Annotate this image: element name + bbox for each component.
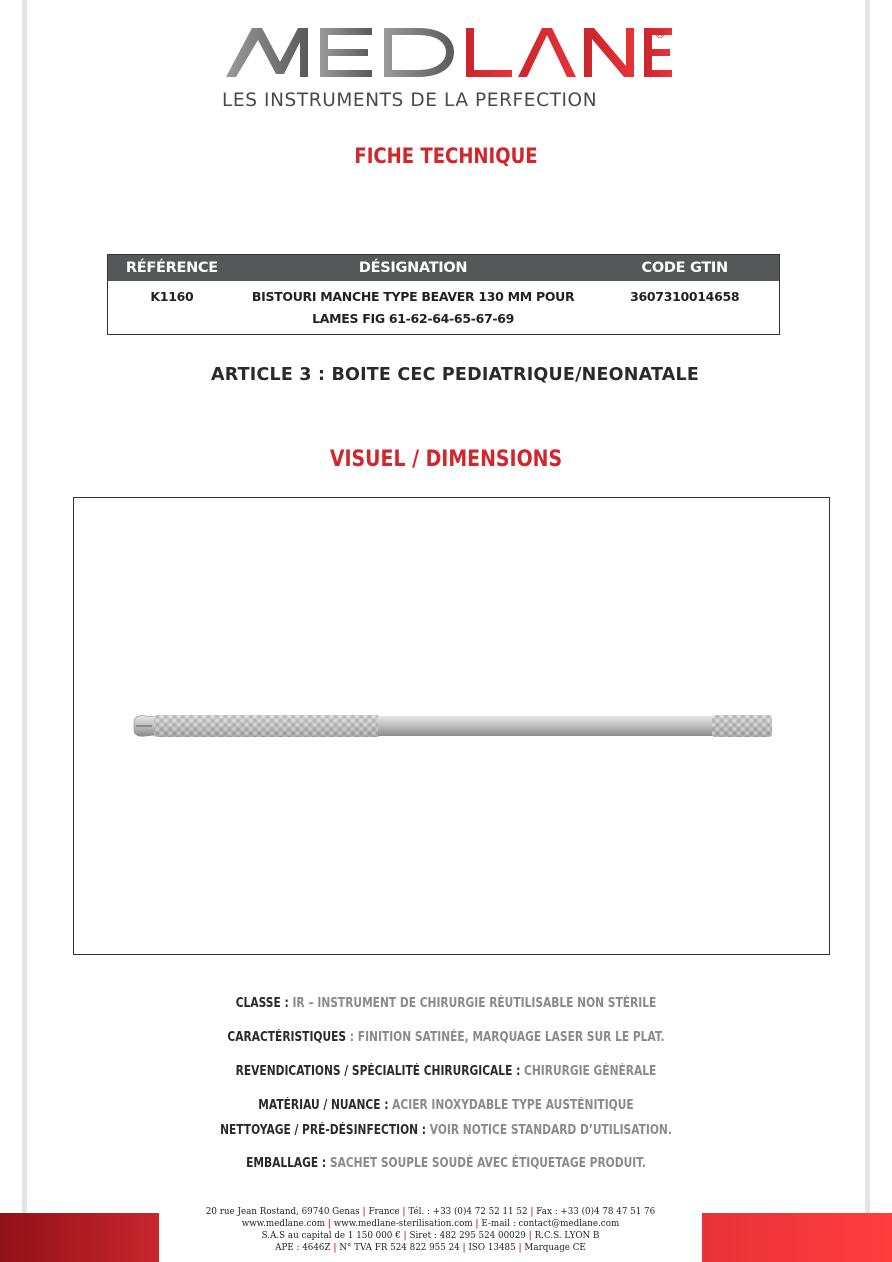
table-header-row: [108, 255, 780, 282]
spec-classe: CLASSE : IR – INSTRUMENT DE CHIRURGIE RÉUTILISABLE NON STÉRILE: [235, 996, 657, 1011]
footer-line-1: 20 rue Jean Rostand, 69740 Genas | France | Tél. : +33 (0)4 72 52 11 52 | Fax : +33 (0)4 78 47 51 76: [205, 1206, 656, 1217]
footer-email[interactable]: E-mail : contact@medlane.com: [481, 1218, 620, 1229]
reference-table: [107, 254, 780, 335]
visuel-dimensions-title: VISUEL / DIMENSIONS: [329, 447, 563, 472]
footer-red-bar-left: [0, 1213, 159, 1262]
header-gtin: CODE GTIN: [590, 255, 779, 282]
medlane-logo: [222, 22, 672, 117]
footer-line-3: S.A.S au capital de 1 150 000 € | Siret : 482 295 524 00029 | R.C.S. LYON B: [261, 1230, 600, 1241]
spec-emballage: EMBALLAGE : SACHET SOUPLE SOUDÉ AVEC ÉTIQUETAGE PRODUIT.: [246, 1156, 646, 1171]
cell-reference: K1160: [150, 289, 194, 304]
fiche-technique-title: FICHE TECHNIQUE: [354, 144, 538, 168]
footer-red-bar-right: [702, 1213, 892, 1262]
article-title: ARTICLE 3 : BOITE CEC PEDIATRIQUE/NEONATALE: [210, 365, 700, 385]
scalpel-handle-image: [132, 710, 774, 742]
spec-nettoyage: NETTOYAGE / PRÉ-DÉSINFECTION : VOIR NOTICE STANDARD D’UTILISATION.: [220, 1123, 672, 1138]
spec-revendications: REVENDICATIONS / SPÉCIALITÉ CHIRURGICALE : CHIRURGIE GÉNÉRALE: [235, 1064, 657, 1079]
footer-link-sterilisation[interactable]: www.medlane-sterilisation.com: [333, 1218, 473, 1229]
footer-link-medlane[interactable]: www.medlane.com: [241, 1218, 326, 1229]
page-border-left: [22, 0, 27, 1262]
spec-caracteristiques: CARACTÉRISTIQUES : FINITION SATINÉE, MARQUAGE LASER SUR LE PLAT.: [227, 1030, 665, 1045]
table-row: [108, 281, 780, 335]
product-visual-frame: [73, 497, 830, 955]
brand-tagline: LES INSTRUMENTS DE LA PERFECTION: [222, 90, 598, 111]
footer-line-4: APE : 4646Z | N° TVA FR 524 822 955 24 | ISO 13485 | Marquage CE: [275, 1242, 586, 1253]
registered-mark: ®: [654, 27, 666, 41]
footer-line-2: www.medlane.com | www.medlane-sterilisation.com | E-mail : contact@medlane.com: [241, 1218, 620, 1229]
spec-materiau: MATÉRIAU / NUANCE : ACIER INOXYDABLE TYPE AUSTÉNITIQUE: [258, 1098, 634, 1113]
header-reference: RÉFÉRENCE: [108, 255, 236, 282]
company-footer: [159, 1206, 702, 1254]
cell-gtin: 3607310014658: [630, 289, 740, 304]
page-border-right: [865, 0, 870, 1262]
cell-designation: BISTOURI MANCHE TYPE BEAVER 130 MM POUR LAMES FIG 61-62-64-65-67-69: [251, 289, 575, 326]
header-designation: DÉSIGNATION: [236, 255, 591, 282]
medlane-wordmark: [222, 22, 672, 82]
